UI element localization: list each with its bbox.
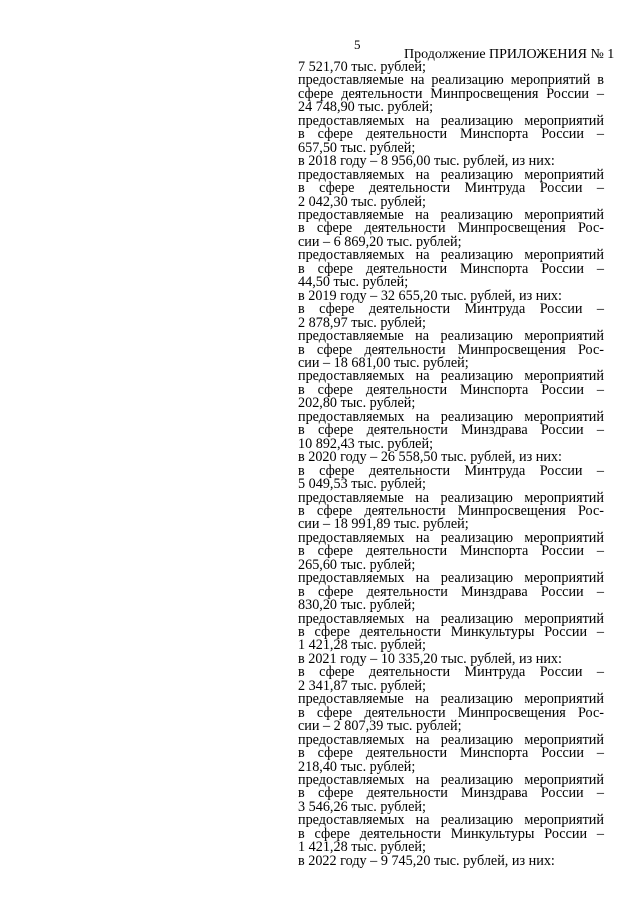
text-line: 3 546,26 тыс. рублей; <box>298 798 426 815</box>
text-line: предоставляемых на реализацию мероприятий <box>298 529 604 546</box>
appendix-header: Продолжение ПРИЛОЖЕНИЯ № 1 <box>404 47 615 62</box>
text-line: 202,80 тыс. рублей; <box>298 395 416 412</box>
text-line: предоставляемых на реализацию мероприятий <box>298 368 604 385</box>
text-line: в 2020 году – 26 558,50 тыс. рублей, из них: <box>298 449 562 466</box>
text-line: 265,60 тыс. рублей; <box>298 556 416 573</box>
text-line: 1 421,28 тыс. рублей; <box>298 637 426 654</box>
text-line: в сфере деятельности Минпросвещения Рос- <box>298 502 604 519</box>
text-line: предоставляемых на реализацию мероприятий <box>298 731 604 748</box>
text-line: в сфере деятельности Минпросвещения Рос- <box>298 704 604 721</box>
text-line: в сфере деятельности Минздрава России – <box>298 583 604 600</box>
text-line: в сфере деятельности Минтруда России – <box>298 180 604 197</box>
text-line: сфере деятельности Минпросвещения России – <box>298 85 604 102</box>
text-line: 657,50 тыс. рублей; <box>298 139 416 156</box>
text-line: предоставляемые на реализацию мероприятий <box>298 328 604 345</box>
text-line: 7 521,70 тыс. рублей; <box>298 59 426 75</box>
text-line: 5 049,53 тыс. рублей; <box>298 476 426 493</box>
text-line: предоставляемых на реализацию мероприятий <box>298 112 604 129</box>
text-line: в сфере деятельности Минкультуры России – <box>298 624 604 641</box>
text-line: 2 341,87 тыс. рублей; <box>298 677 426 694</box>
text-line: предоставляемых на реализацию мероприятий <box>298 812 604 829</box>
text-line: предоставляемые на реализацию мероприятий <box>298 691 604 708</box>
text-line: 1 421,28 тыс. рублей; <box>298 839 426 856</box>
text-line: 218,40 тыс. рублей; <box>298 758 416 775</box>
text-line: в сфере деятельности Минпросвещения Рос- <box>298 341 604 358</box>
text-line: в сфере деятельности Минспорта России – <box>298 126 604 143</box>
text-line: в сфере деятельности Минтруда России – <box>298 664 604 681</box>
text-line: в сфере деятельности Минспорта России – <box>298 260 604 277</box>
text-line: 10 892,43 тыс. рублей; <box>298 435 434 452</box>
text-line: сии – 18 681,00 тыс. рублей; <box>298 354 469 371</box>
text-line: в сфере деятельности Минпросвещения Рос- <box>298 220 604 237</box>
text-line: предоставляемые на реализацию мероприятий <box>298 206 604 223</box>
text-line: 830,20 тыс. рублей; <box>298 597 416 614</box>
text-line: в сфере деятельности Минтруда России – <box>298 462 604 479</box>
text-line: в сфере деятельности Минздрава России – <box>298 422 604 439</box>
text-line: 2 878,97 тыс. рублей; <box>298 314 426 331</box>
text-line: в 2019 году – 32 655,20 тыс. рублей, из них: <box>298 287 562 304</box>
text-line: в 2021 году – 10 335,20 тыс. рублей, из них: <box>298 650 562 667</box>
text-line: 2 042,30 тыс. рублей; <box>298 193 426 210</box>
text-line: предоставляемых на реализацию мероприятий <box>298 408 604 425</box>
text-line: в сфере деятельности Минспорта России – <box>298 381 604 398</box>
document-body <box>298 61 604 868</box>
text-line: в сфере деятельности Минздрава России – <box>298 785 604 802</box>
text-line: сии – 18 991,89 тыс. рублей; <box>298 516 469 533</box>
text-line: в сфере деятельности Минспорта России – <box>298 745 604 762</box>
text-line: предоставляемых на реализацию мероприятий <box>298 247 604 264</box>
text-line: в сфере деятельности Минтруда России – <box>298 301 604 318</box>
text-line: в 2018 году – 8 956,00 тыс. рублей, из них: <box>298 153 555 170</box>
text-line: предоставляемые на реализацию мероприятий <box>298 489 604 506</box>
text-line: 44,50 тыс. рублей; <box>298 274 409 291</box>
text-line: предоставляемых на реализацию мероприятий <box>298 166 604 183</box>
text-line: 24 748,90 тыс. рублей; <box>298 99 434 116</box>
text-line: предоставляемые на реализацию мероприятий в <box>298 72 604 89</box>
page-number: 5 <box>354 37 361 52</box>
text-line: в 2022 году – 9 745,20 тыс. рублей, из них: <box>298 852 555 869</box>
text-line: сии – 6 869,20 тыс. рублей; <box>298 233 462 250</box>
text-line: предоставляемых на реализацию мероприятий <box>298 610 604 627</box>
text-line: в сфере деятельности Минкультуры России – <box>298 825 604 842</box>
text-line: предоставляемых на реализацию мероприятий <box>298 570 604 587</box>
text-line: предоставляемых на реализацию мероприятий <box>298 772 604 789</box>
text-line: в сфере деятельности Минспорта России – <box>298 543 604 560</box>
text-line: сии – 2 807,39 тыс. рублей; <box>298 718 462 735</box>
